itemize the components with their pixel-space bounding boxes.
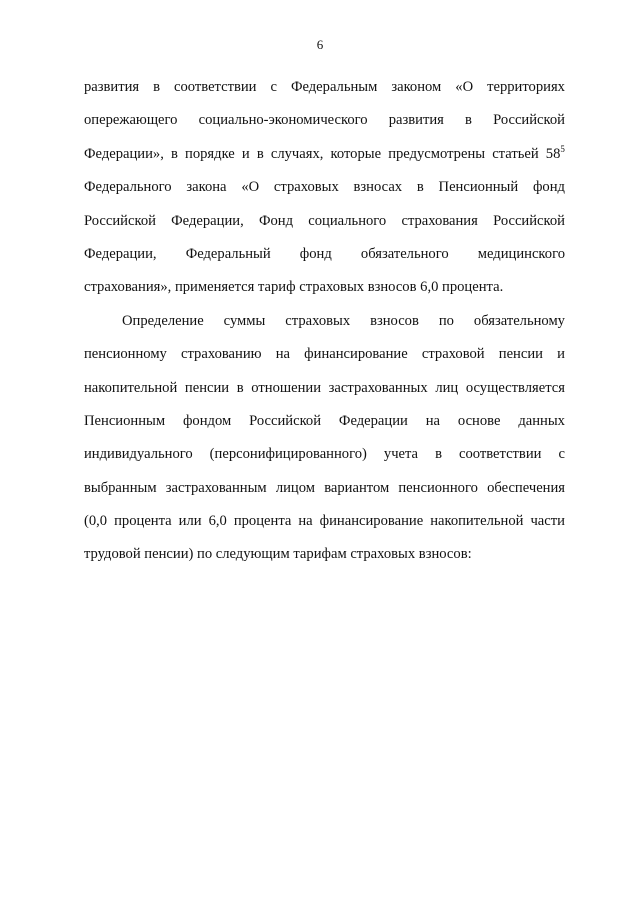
word: пенсии xyxy=(498,346,543,363)
word: фонд xyxy=(299,245,332,262)
word: пенсии xyxy=(184,379,230,396)
page-number: 6 xyxy=(316,37,324,52)
word: в xyxy=(153,79,161,95)
line-text: трудовой пенсии) по следующим тарифам страховых взносов: xyxy=(84,546,472,563)
word: территориях xyxy=(487,79,565,95)
word: лицом xyxy=(275,479,316,496)
word: Федерации, xyxy=(84,245,157,262)
word: фондом xyxy=(182,412,232,429)
word: статьей xyxy=(492,145,539,162)
word: Федерации, xyxy=(171,212,244,229)
footnote-mark: 5 xyxy=(560,143,565,154)
word: на xyxy=(298,513,313,530)
text-line xyxy=(84,338,565,371)
word: застрахованных xyxy=(328,379,428,396)
word: закона xyxy=(186,179,227,196)
word: развития xyxy=(84,79,140,95)
word: в xyxy=(435,446,442,463)
text-line xyxy=(84,405,565,438)
word: выбранным xyxy=(84,479,157,496)
word: финансирование xyxy=(319,513,424,530)
word: в xyxy=(256,145,264,162)
word: соответствии xyxy=(174,79,257,95)
word: социально-экономического xyxy=(198,112,368,129)
word: пенсионному xyxy=(84,346,167,363)
word: вариантом xyxy=(324,479,390,496)
word: Федеральный xyxy=(185,245,271,262)
word: в xyxy=(416,179,424,196)
text-line xyxy=(84,472,565,505)
word: основе xyxy=(457,412,501,429)
word: Пенсионный xyxy=(438,179,519,196)
word: застрахованным xyxy=(165,479,267,496)
word: данных xyxy=(518,412,565,429)
word: Федерального xyxy=(84,179,172,196)
word: по xyxy=(438,312,454,329)
word: взносах xyxy=(353,179,403,196)
text-line xyxy=(84,438,565,471)
word: Российской xyxy=(493,212,565,229)
word: лиц xyxy=(435,379,459,396)
word: взносов xyxy=(370,312,419,329)
word: страхованию xyxy=(181,346,262,363)
word: осуществляется xyxy=(465,379,565,396)
word: в xyxy=(171,145,178,162)
text-line xyxy=(84,271,565,304)
word: или xyxy=(178,513,202,530)
word: на xyxy=(425,412,441,429)
word: и xyxy=(557,346,565,363)
word: в xyxy=(236,379,244,396)
word: социального xyxy=(308,212,387,229)
word: на xyxy=(275,346,291,363)
word: законом xyxy=(391,79,442,95)
text-line xyxy=(84,205,565,238)
word: обеспечения xyxy=(487,479,565,496)
word: индивидуального xyxy=(84,446,193,463)
text-line xyxy=(84,505,565,538)
word: процента xyxy=(114,513,172,530)
word: и xyxy=(241,145,250,162)
word: Определение xyxy=(122,312,204,329)
word: опережающего xyxy=(84,112,178,129)
text-line xyxy=(84,138,565,171)
word: страховых xyxy=(285,312,351,329)
word: Фонд xyxy=(258,212,294,229)
word: в xyxy=(465,112,472,129)
text-line xyxy=(84,305,565,338)
word: 6,0 xyxy=(208,513,227,530)
text-line xyxy=(84,538,565,571)
word: которые xyxy=(330,145,382,162)
text-line xyxy=(84,372,565,405)
word: соответствии xyxy=(458,446,542,463)
word: Российской xyxy=(493,112,565,129)
word: $58^5$ xyxy=(545,143,565,162)
word: накопительной xyxy=(84,379,178,396)
word: обязательного xyxy=(360,245,449,262)
word: Пенсионным xyxy=(84,412,166,429)
word: (персонифицированного) xyxy=(209,446,367,463)
line-text: страхования», применяется тариф страховых взносов 6,0 процента. xyxy=(84,279,504,296)
word: обязательному xyxy=(473,312,565,329)
word: пенсионного xyxy=(398,479,478,496)
word: медицинского xyxy=(477,245,565,262)
word: отношении xyxy=(251,379,322,396)
text-line xyxy=(84,171,565,204)
word: порядке xyxy=(185,145,235,162)
word: Федерации», xyxy=(84,145,164,162)
text-line xyxy=(84,238,565,271)
word: Российской xyxy=(84,212,156,229)
document-body xyxy=(84,71,565,572)
word: учета xyxy=(383,446,419,463)
word: с xyxy=(270,79,277,95)
word: развития xyxy=(388,112,444,129)
word: Федеральным xyxy=(290,79,378,95)
word: (0,0 xyxy=(84,513,108,530)
text-line xyxy=(84,71,565,104)
word: суммы xyxy=(223,312,266,329)
word: случаях, xyxy=(270,145,324,162)
word: процента xyxy=(233,513,292,530)
word: Российской xyxy=(249,412,322,429)
word: части xyxy=(530,513,565,530)
word: «О xyxy=(241,179,260,196)
word: накопительной xyxy=(430,513,524,530)
word: страховых xyxy=(273,179,339,196)
word: с xyxy=(558,446,565,463)
word: Федерации xyxy=(338,412,408,429)
word: страховой xyxy=(421,346,485,363)
word: страхования xyxy=(401,212,478,229)
text-line xyxy=(84,104,565,137)
word: «О xyxy=(455,79,474,95)
word: предусмотрены xyxy=(388,145,486,162)
word: фонд xyxy=(532,179,565,196)
word: финансирование xyxy=(304,346,408,363)
